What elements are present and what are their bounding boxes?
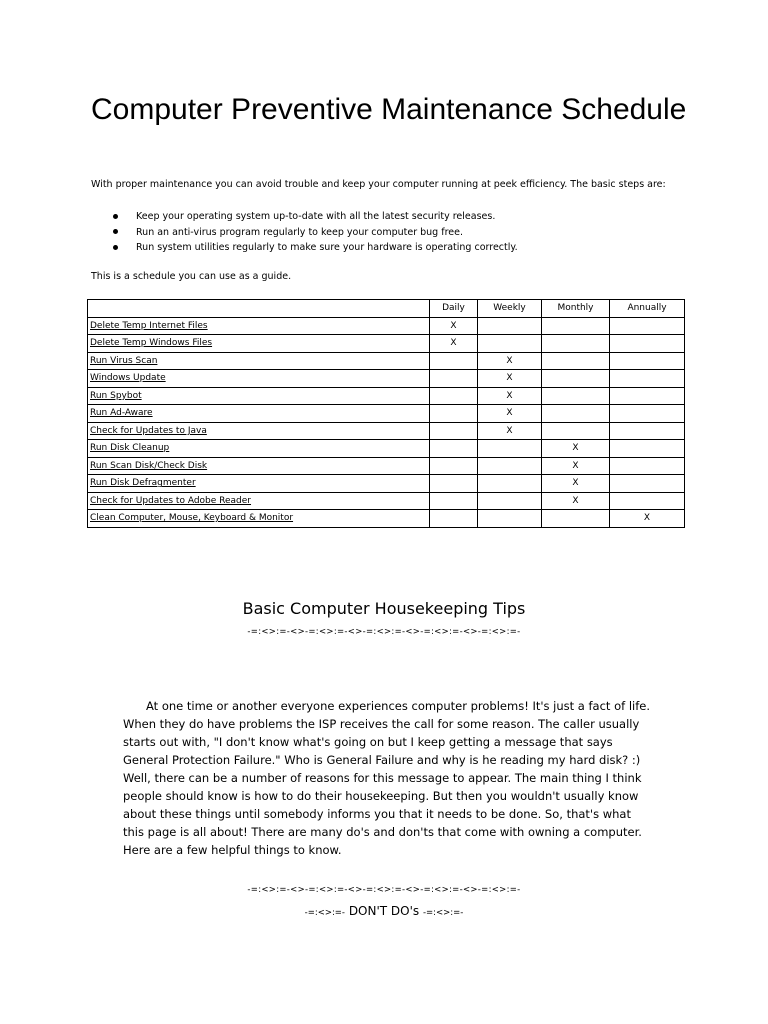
weekly-cell: X <box>478 370 542 388</box>
weekly-cell: X <box>478 422 542 440</box>
task-link[interactable]: Clean Computer, Mouse, Keyboard & Monitor <box>88 510 430 528</box>
task-link[interactable]: Run Virus Scan <box>88 352 430 370</box>
table-row <box>88 335 685 353</box>
table-row <box>88 317 685 335</box>
daily-cell: X <box>430 317 478 335</box>
basic-steps-list <box>91 210 518 257</box>
task-link[interactable]: Run Ad-Aware <box>88 405 430 423</box>
daily-cell <box>430 440 478 458</box>
table-row <box>88 492 685 510</box>
weekly-cell <box>478 440 542 458</box>
daily-cell: X <box>430 335 478 353</box>
table-row <box>88 387 685 405</box>
daily-cell <box>430 352 478 370</box>
weekly-cell: X <box>478 405 542 423</box>
weekly-cell <box>478 457 542 475</box>
table-row <box>88 405 685 423</box>
weekly-cell <box>478 510 542 528</box>
annually-cell <box>610 370 685 388</box>
table-header-row <box>88 300 685 318</box>
task-link[interactable]: Run Scan Disk/Check Disk <box>88 457 430 475</box>
daily-cell <box>430 510 478 528</box>
header-annually: Annually <box>610 300 685 318</box>
weekly-cell: X <box>478 352 542 370</box>
weekly-cell <box>478 317 542 335</box>
task-link[interactable]: Check for Updates to Adobe Reader <box>88 492 430 510</box>
daily-cell <box>430 475 478 493</box>
maintenance-schedule-table <box>87 299 685 528</box>
annually-cell <box>610 317 685 335</box>
guide-text: This is a schedule you can use as a guide. <box>91 271 292 282</box>
list-item: Run system utilities regularly to make sure your hardware is operating correctly. <box>91 241 518 257</box>
monthly-cell <box>542 405 610 423</box>
dont-label: DON'T DO's <box>345 904 423 918</box>
monthly-cell <box>542 387 610 405</box>
task-link[interactable]: Run Disk Cleanup <box>88 440 430 458</box>
annually-cell <box>610 352 685 370</box>
decorative-divider: -=:<>:=-<>-=:<>:=-<>-=:<>:=-<>-=:<>:=-<>-=:<>:=- <box>247 627 521 637</box>
list-item: Keep your operating system up-to-date with all the latest security releases. <box>91 210 518 226</box>
intro-paragraph: With proper maintenance you can avoid trouble and keep your computer running at peek efficiency. The basic steps are: <box>91 179 666 190</box>
monthly-cell: X <box>542 440 610 458</box>
annually-cell <box>610 387 685 405</box>
decorative-divider: -=:<>:=-<>-=:<>:=-<>-=:<>:=-<>-=:<>:=-<>-=:<>:=- <box>247 885 521 895</box>
monthly-cell <box>542 510 610 528</box>
table-row <box>88 440 685 458</box>
task-link[interactable]: Windows Update <box>88 370 430 388</box>
weekly-cell <box>478 475 542 493</box>
task-link[interactable]: Delete Temp Windows Files <box>88 335 430 353</box>
monthly-cell: X <box>542 457 610 475</box>
monthly-cell <box>542 335 610 353</box>
task-link[interactable]: Check for Updates to Java <box>88 422 430 440</box>
annually-cell: X <box>610 510 685 528</box>
daily-cell <box>430 457 478 475</box>
dont-dos-heading <box>0 902 768 922</box>
header-daily: Daily <box>430 300 478 318</box>
daily-cell <box>430 422 478 440</box>
monthly-cell <box>542 370 610 388</box>
header-task <box>88 300 430 318</box>
daily-cell <box>430 405 478 423</box>
table-row <box>88 510 685 528</box>
list-item: Run an anti-virus program regularly to keep your computer bug free. <box>91 226 518 242</box>
daily-cell <box>430 492 478 510</box>
annually-cell <box>610 335 685 353</box>
annually-cell <box>610 492 685 510</box>
weekly-cell: X <box>478 387 542 405</box>
table-row <box>88 475 685 493</box>
annually-cell <box>610 422 685 440</box>
task-link[interactable]: Run Disk Defragmenter <box>88 475 430 493</box>
annually-cell <box>610 475 685 493</box>
task-link[interactable]: Delete Temp Internet Files <box>88 317 430 335</box>
dont-suffix-decoration: -=:<>:=- <box>422 908 464 918</box>
annually-cell <box>610 405 685 423</box>
header-monthly: Monthly <box>542 300 610 318</box>
page-title: Computer Preventive Maintenance Schedule <box>91 93 687 126</box>
annually-cell <box>610 457 685 475</box>
monthly-cell: X <box>542 492 610 510</box>
monthly-cell <box>542 422 610 440</box>
monthly-cell: X <box>542 475 610 493</box>
header-weekly: Weekly <box>478 300 542 318</box>
daily-cell <box>430 387 478 405</box>
tips-body-paragraph: At one time or another everyone experiences computer problems! It's just a fact of life. When they do have problems the ISP receives the call for some reason. The caller usually starts out with, "I don't know what's going on but I keep getting a message that says General Protection Failure." Who is General Failure and why is he reading my hard disk? :) Well, there can be a number of reasons for this message to appear. The main thing I think people should know is how to do their housekeeping. But then you wouldn't usually know about these things until somebody informs you that it needs to be done. So, that's what this page is all about! There are many do's and don'ts that come with owning a computer. Here are a few helpful things to know. <box>123 699 651 857</box>
daily-cell <box>430 370 478 388</box>
annually-cell <box>610 440 685 458</box>
task-link[interactable]: Run Spybot <box>88 387 430 405</box>
weekly-cell <box>478 335 542 353</box>
table-row <box>88 370 685 388</box>
table-row <box>88 422 685 440</box>
table-row <box>88 352 685 370</box>
table-row <box>88 457 685 475</box>
tips-title: Basic Computer Housekeeping Tips <box>242 599 526 618</box>
monthly-cell <box>542 317 610 335</box>
monthly-cell <box>542 352 610 370</box>
dont-prefix-decoration: -=:<>:=- <box>304 908 345 918</box>
weekly-cell <box>478 492 542 510</box>
